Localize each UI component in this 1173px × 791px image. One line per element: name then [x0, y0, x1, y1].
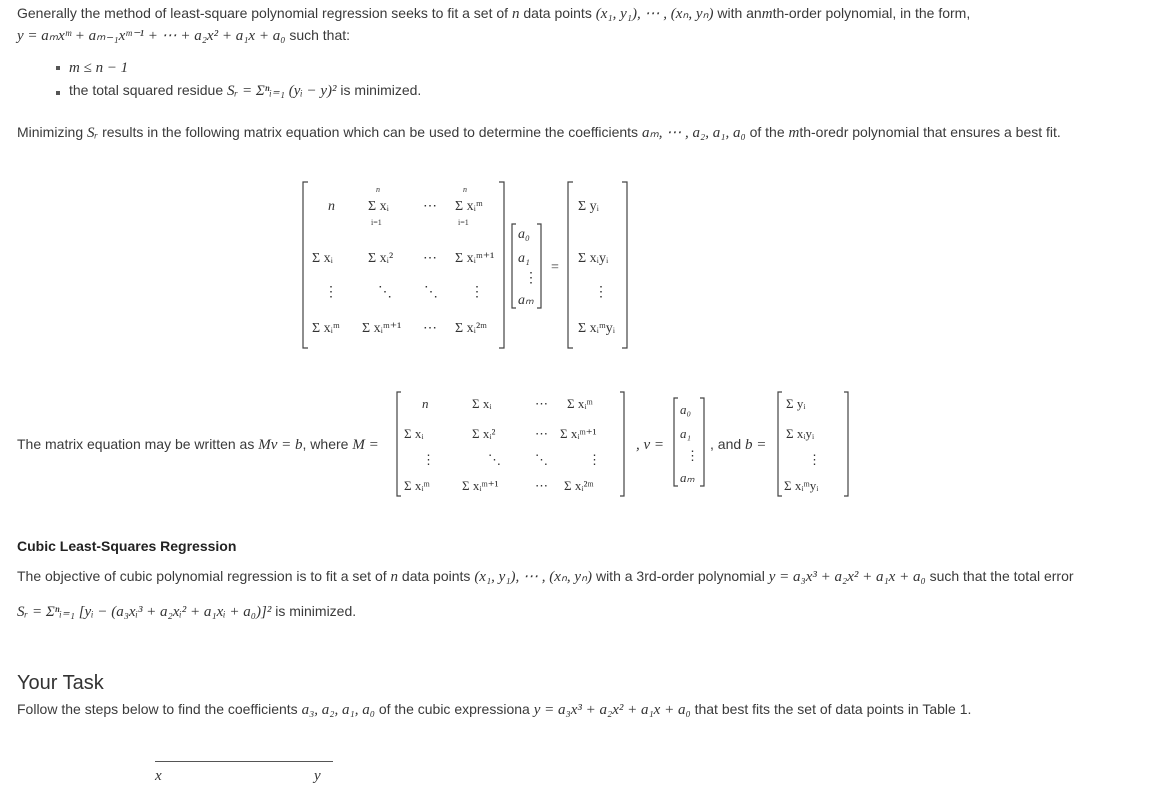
v-label: , v = — [636, 437, 665, 453]
m-cell-4-1: Σ xᵢᵐ — [312, 321, 340, 336]
M-cell-1-3: ⋯ — [535, 396, 548, 411]
cubic-line-1: The objective of cubic polynomial regression is to fit a set of n data points (x₁, y₁), ⋯ , (xₙ, yₙ) with a 3rd-order polynomial y = a₃x³ + a₂x² + a₁x + a₀ such that the total error — [17, 568, 1074, 585]
and-b-label: , and b = — [710, 436, 767, 453]
sum-lower-limit: i=1 — [371, 218, 382, 227]
m-cell-1-3: ⋯ — [423, 199, 437, 214]
b-1: Σ xᵢyᵢ — [786, 426, 815, 441]
cubic-heading: Cubic Least-Squares Regression — [17, 538, 237, 554]
table-header-x: x — [155, 768, 162, 784]
table-top-rule — [155, 761, 333, 762]
matrix-equation — [300, 180, 640, 355]
m-cell-3-3: ⋱ — [424, 285, 438, 300]
m-cell-3-1: ⋮ — [324, 285, 338, 300]
vec-a-2: ⋮ — [524, 271, 538, 286]
vec-b-0: Σ yᵢ — [578, 199, 599, 214]
sum-lower-limit: i=1 — [458, 218, 469, 227]
M-cell-3-2: ⋱ — [488, 452, 501, 467]
M-cell-3-4: ⋮ — [588, 452, 601, 467]
vec-a-1: a₁ — [518, 251, 530, 266]
vector-v — [672, 396, 708, 490]
M-cell-1-1: n — [422, 396, 429, 411]
M-cell-1-2: Σ xᵢ — [472, 396, 492, 411]
M-cell-2-4: Σ xᵢᵐ⁺¹ — [560, 426, 597, 441]
table-header-y: y — [314, 768, 321, 784]
v-0: a₀ — [680, 402, 692, 417]
vec-a-3: aₘ — [518, 293, 534, 308]
intro-line-2: y = aₘxᵐ + aₘ₋₁xᵐ⁻¹ + ⋯ + a₂x² + a₁x + a₀ such that: — [17, 27, 351, 44]
cubic-line-2: Sᵣ = Σⁿᵢ₌₁ [yᵢ − (a₃xᵢ³ + a₂xᵢ² + a₁xᵢ + a₀)]² is minimized. — [17, 603, 357, 620]
intro-line-1: Generally the method of least-square polynomial regression seeks to fit a set of n data points (x₁, y₁), ⋯ , (xₙ, yₙ) with anmth-order polynomial, in the form, — [17, 5, 971, 22]
m-cell-2-2: Σ xᵢ² — [368, 251, 394, 266]
vec-b-2: ⋮ — [594, 285, 608, 300]
v-1: a₁ — [680, 426, 692, 441]
bullet-item-residue: the total squared residue Sᵣ = Σⁿᵢ₌₁ (yᵢ − y)² is minimized. — [69, 82, 422, 99]
M-cell-3-3: ⋱ — [535, 452, 548, 467]
vec-b-1: Σ xᵢyᵢ — [578, 251, 609, 266]
M-cell-4-2: Σ xᵢᵐ⁺¹ — [462, 478, 499, 493]
m-cell-4-4: Σ xᵢ²ᵐ — [455, 321, 487, 336]
m-cell-2-3: ⋯ — [423, 251, 437, 266]
M-cell-4-4: Σ xᵢ²ᵐ — [564, 478, 594, 493]
m-cell-1-1: n — [328, 199, 335, 214]
sum-upper-limit: n — [463, 185, 467, 194]
task-instructions: Follow the steps below to find the coefficients a₃, a₂, a₁, a₀ of the cubic expressiona y = a₃x³ + a₂x² + a₁x + a₀ that best fits the set of data points in Table 1. — [17, 701, 972, 718]
vec-a-0: a₀ — [518, 227, 530, 242]
sum-upper-limit: n — [376, 185, 380, 194]
m-cell-2-1: Σ xᵢ — [312, 251, 333, 266]
M-cell-1-4: Σ xᵢᵐ — [567, 396, 593, 411]
M-cell-4-1: Σ xᵢᵐ — [404, 478, 430, 493]
v-2: ⋮ — [686, 448, 699, 463]
equals-sign: = — [551, 260, 559, 275]
M-cell-2-1: Σ xᵢ — [404, 426, 424, 441]
M-cell-3-1: ⋮ — [422, 452, 435, 467]
m-cell-1-4: Σ xᵢᵐ — [455, 199, 483, 214]
m-cell-4-3: ⋯ — [423, 321, 437, 336]
m-cell-4-2: Σ xᵢᵐ⁺¹ — [362, 321, 402, 336]
bullet-marker — [56, 66, 60, 70]
bullet-item-constraint: m ≤ n − 1 — [69, 60, 129, 76]
minimizing-paragraph: Minimizing Sᵣ results in the following matrix equation which can be used to determine the coefficients aₘ, ⋯ , a₂, a₁, a₀ of the mth-oredr polynomial that ensures a best fit. — [17, 124, 1061, 141]
m-cell-3-2: ⋱ — [378, 285, 392, 300]
b-2: ⋮ — [808, 452, 821, 467]
b-3: Σ xᵢᵐyᵢ — [784, 478, 819, 493]
M-cell-2-3: ⋯ — [535, 426, 548, 441]
m-cell-3-4: ⋮ — [470, 285, 484, 300]
written-as-sentence: The matrix equation may be written as Mv = b, where M = — [17, 436, 379, 453]
b-0: Σ yᵢ — [786, 396, 806, 411]
M-cell-2-2: Σ xᵢ² — [472, 426, 496, 441]
matrix-M — [392, 390, 632, 500]
m-cell-1-2: Σ xᵢ — [368, 199, 389, 214]
vector-b — [776, 390, 856, 500]
bullet-marker — [56, 91, 60, 95]
vec-b-3: Σ xᵢᵐyᵢ — [578, 321, 616, 336]
v-3: aₘ — [680, 470, 695, 485]
task-heading: Your Task — [17, 672, 104, 694]
m-cell-2-4: Σ xᵢᵐ⁺¹ — [455, 251, 495, 266]
M-cell-4-3: ⋯ — [535, 478, 548, 493]
